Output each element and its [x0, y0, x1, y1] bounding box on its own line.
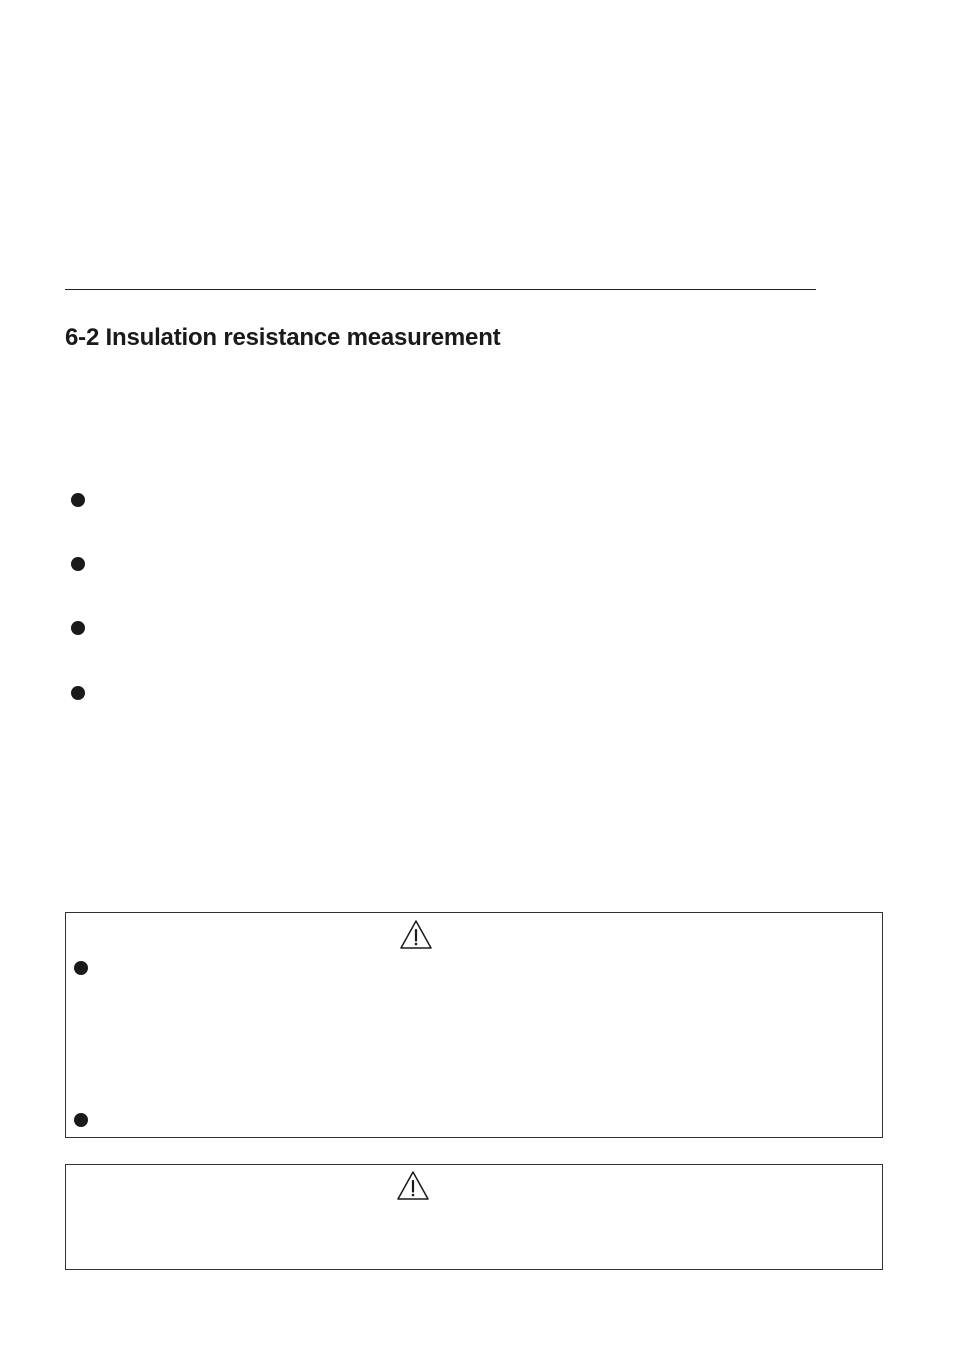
list-bullet — [71, 686, 85, 700]
warning-triangle-icon — [399, 919, 433, 950]
list-bullet — [71, 493, 85, 507]
caution-box — [65, 1164, 883, 1270]
header-divider — [65, 289, 816, 290]
warning-box — [65, 912, 883, 1138]
warning-triangle-icon — [396, 1170, 430, 1201]
section-title: 6-2 Insulation resistance measurement — [65, 324, 501, 351]
list-bullet — [71, 621, 85, 635]
list-bullet — [71, 557, 85, 571]
list-bullet — [74, 961, 88, 975]
list-bullet — [74, 1113, 88, 1127]
